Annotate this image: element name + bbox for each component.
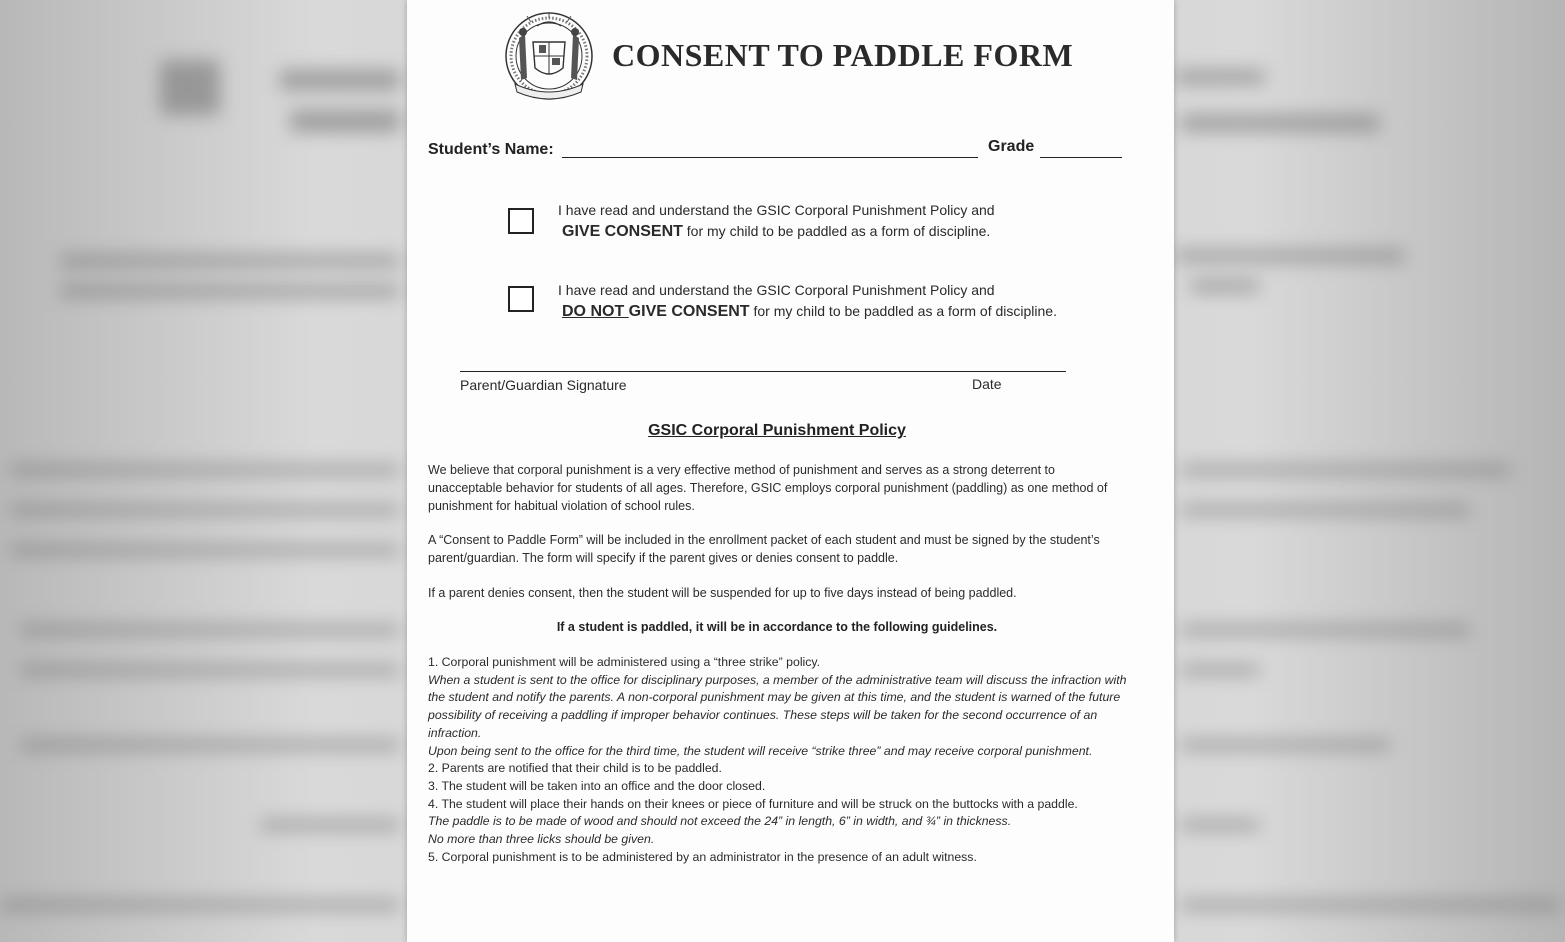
student-name-label: Student’s Name: (428, 141, 554, 158)
list-item: 2. Parents are notified that their child is to be paddled. (428, 761, 722, 776)
student-name-field[interactable] (562, 157, 978, 158)
signature-line[interactable] (460, 371, 1066, 372)
policy-paragraph-2: A “Consent to Paddle Form” will be included in the enrollment packet of each student and must be signed by the student’s parent/guardian. The form will specify if the parent gives or denies consent to paddle. (428, 533, 1100, 565)
give-consent-checkbox[interactable] (508, 208, 534, 234)
list-item: 3. The student will be taken into an office and the door closed. (428, 778, 766, 793)
policy-paragraph-3: If a parent denies consent, then the student will be suspended for up to five days instead of being paddled. (428, 586, 1017, 600)
give-consent-option (558, 200, 995, 242)
student-info-row (428, 138, 1128, 162)
do-not-give-consent-option (558, 280, 1057, 322)
do-not-give-consent-checkbox[interactable] (508, 286, 534, 312)
grade-field[interactable] (1040, 157, 1122, 158)
option-emphasis: GIVE CONSENT (562, 223, 683, 240)
option-negation: DO NOT (562, 303, 629, 320)
grade-label: Grade (988, 138, 1035, 155)
signature-label: Parent/Guardian Signature (460, 377, 627, 393)
list-item: When a student is sent to the office for disciplinary purposes, a member of the administrative team will discuss the infraction with the student and notify the parents. A non-corporal punishment may be given at this time, and the student is warned of the future possibility of receiving a paddling if improper behavior continues. These steps will be taken for the second occurrence of an infraction. (428, 672, 1127, 740)
guidelines-heading: If a student is paddled, it will be in accordance to the following guidelines. (556, 620, 998, 634)
school-seal-icon (497, 8, 601, 108)
option-rest: for my child to be paddled as a form of discipline. (682, 223, 991, 239)
policy-paragraph-1: We believe that corporal punishment is a very effective method of punishment and serves as a strong deterrent to unacceptable behavior for students of all ages. Therefore, GSIC employs corporal punishment (paddling) as one method of punishment for habitual violation of school rules. (428, 463, 1108, 513)
list-item: No more than three licks should be given. (428, 832, 655, 847)
list-item: 5. Corporal punishment is to be administered by an administrator in the presence of an adult witness. (428, 849, 977, 864)
form-title: CONSENT TO PADDLE FORM (612, 37, 1074, 73)
option-rest: for my child to be paddled as a form of discipline. (749, 303, 1057, 319)
guidelines-list (428, 654, 1128, 866)
date-label: Date (972, 376, 1002, 392)
list-item: 1. Corporal punishment will be administered using a “three strike” policy. (428, 655, 821, 669)
option-line: I have read and understand the GSIC Corporal Punishment Policy and (558, 202, 995, 218)
policy-title: GSIC Corporal Punishment Policy (648, 422, 906, 439)
list-item: Upon being sent to the office for the third time, the student will receive “strike three” and may receive corporal punishment. (428, 743, 1093, 758)
consent-form-page (407, 0, 1174, 942)
option-emphasis: GIVE CONSENT (628, 303, 750, 320)
list-item: The paddle is to be made of wood and should not exceed the 24” in length, 6” in width, and ¾” in thickness. (428, 814, 1012, 829)
list-item: 4. The student will place their hands on their knees or piece of furniture and will be struck on the buttocks with a paddle. (428, 796, 1078, 811)
option-line: I have read and understand the GSIC Corporal Punishment Policy and (558, 282, 995, 298)
